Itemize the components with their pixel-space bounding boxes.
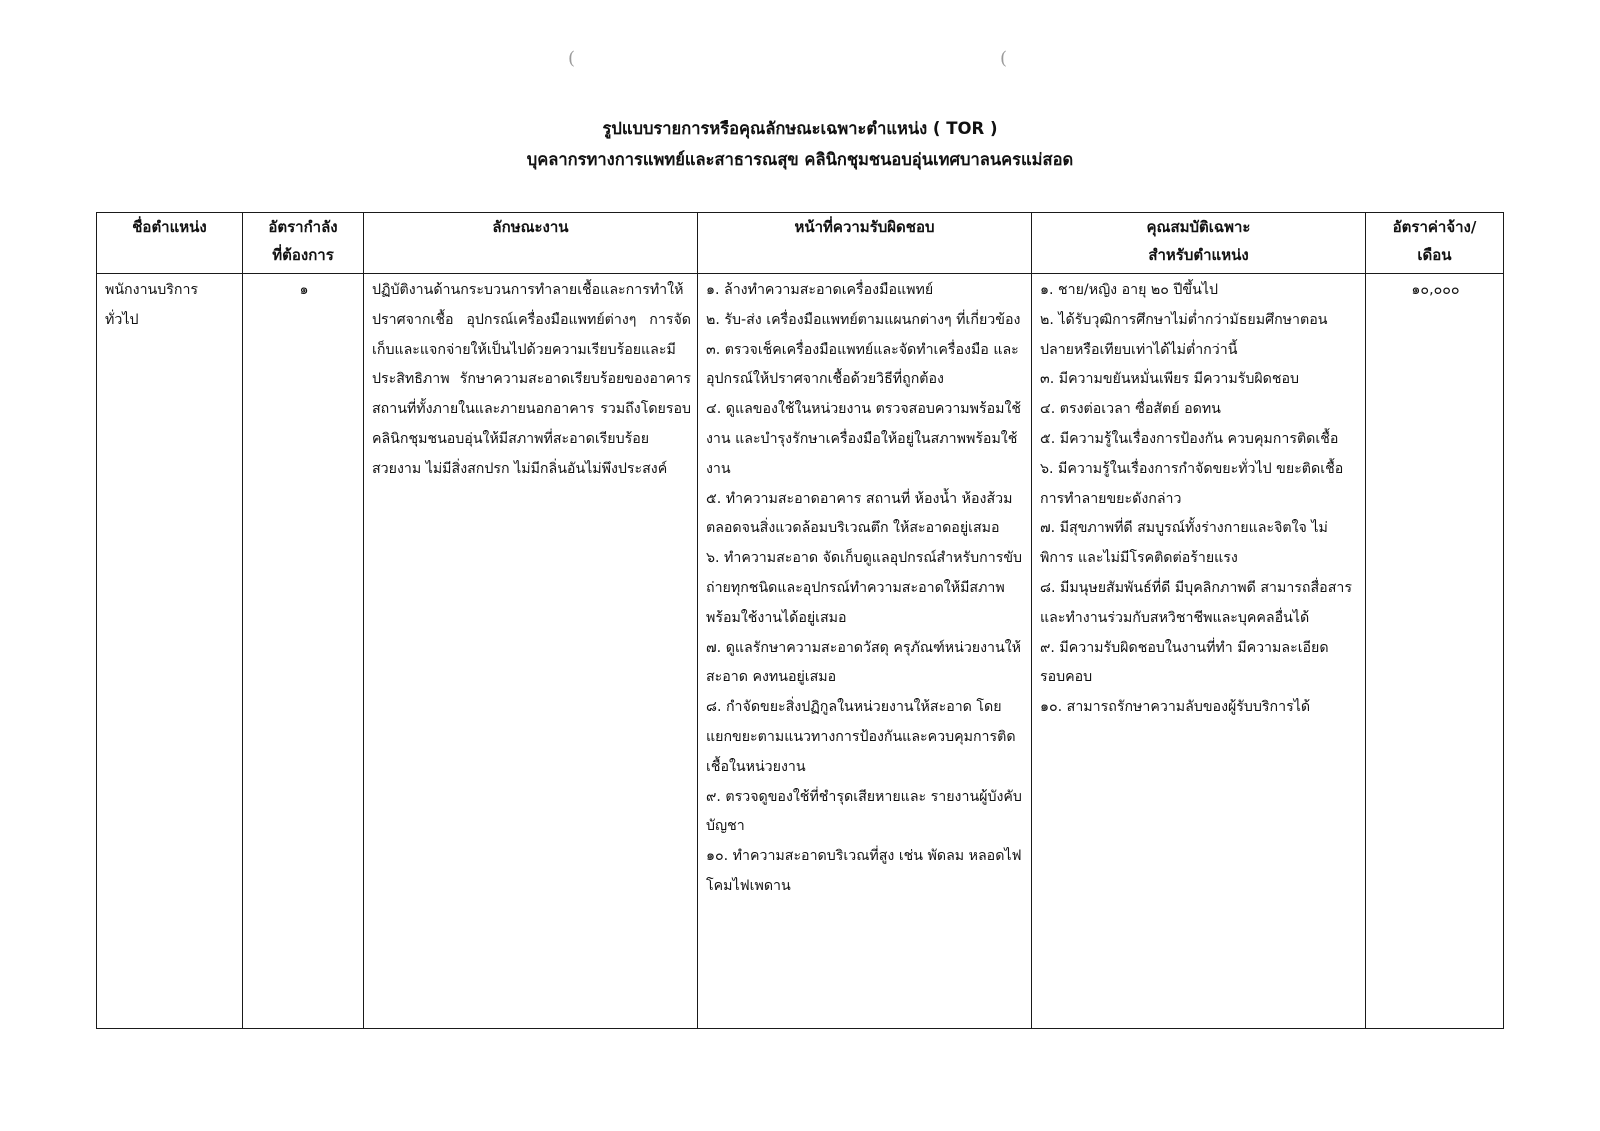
duty-item: ๓. ตรวจเช็คเครื่องมือแพทย์และจัดทำเครื่องมือ และอุปกรณ์ให้ปราศจากเชื้อด้วยวิธีที่ถูกต้อง [706,341,1019,388]
table-row [97,274,1504,1029]
header-salary-line2: เดือน [1417,246,1452,264]
cell-position [97,274,243,1029]
duty-item: ๒. รับ-ส่ง เครื่องมือแพทย์ตามแผนกต่างๆ ที่เกี่ยวข้อง [706,311,1021,328]
header-duties [698,213,1032,274]
header-nature-label: ลักษณะงาน [492,218,569,236]
header-position [97,213,243,274]
cell-salary [1366,274,1504,1029]
duty-item: ๗. ดูแลรักษาความสะอาดวัสดุ ครุภัณฑ์หน่วยงานให้สะอาด คงทนอยู่เสมอ [706,639,1021,686]
header-salary-line1: อัตราค่าจ้าง/ [1392,218,1477,236]
cell-quota [243,274,364,1029]
header-qualifications-line1: คุณสมบัติเฉพาะ [1146,218,1251,236]
quota-value: ๑ [299,282,309,298]
nature-text: ปฏิบัติงานด้านกระบวนการทำลายเชื้อและการทำให้ปราศจากเชื้อ อุปกรณ์เครื่องมือแพทย์ต่างๆ การจัดเก็บและแจกจ่ายให้เป็นไปด้วยความเรียบร้อยและมีประสิทธิภาพ รักษาความสะอาดเรียบร้อยของอาคารสถานที่ทั้งภายในและภายนอกอาคาร รวมถึงโดยรอบคลินิกชุมชนอบอุ่นให้มีสภาพที่สะอาดเรียบร้อยสวยงาม ไม่มีสิ่งสกปรก ไม่มีกลิ่นอันไม่พึงประสงค์ [372,282,691,477]
qualification-item: ๒. ได้รับวุฒิการศึกษาไม่ต่ำกว่ามัธยมศึกษาตอนปลายหรือเทียบเท่าได้ไม่ต่ำกว่านี้ [1040,311,1328,358]
qualification-item: ๖. มีความรู้ในเรื่องการกำจัดขยะทั่วไป ขยะติดเชื้อ การทำลายขยะดังกล่าว [1040,460,1344,507]
scan-mark-right: ( [1000,48,1008,69]
qualification-item: ๑๐. สามารถรักษาความลับของผู้รับบริการได้ [1040,699,1311,716]
table-header-row [97,213,1504,274]
header-quota-line2: ที่ต้องการ [272,246,334,264]
cell-qualifications [1032,274,1366,1029]
salary-value: ๑๐,๐๐๐ [1411,282,1460,298]
qualification-item: ๔. ตรงต่อเวลา ซื่อสัตย์ อดทน [1040,401,1221,418]
header-qualifications [1032,213,1366,274]
tor-table [96,212,1504,1029]
document-subtitle: บุคลากรทางการแพทย์และสาธารณสุข คลินิกชุมชนอบอุ่นเทศบาลนครแม่สอด [526,150,1074,169]
duty-item: ๔. ดูแลของใช้ในหน่วยงาน ตรวจสอบความพร้อมใช้งาน และบำรุงรักษาเครื่องมือให้อยู่ในสภาพพร้อมใช้งาน [706,401,1022,477]
qualification-item: ๓. มีความขยันหมั่นเพียร มีความรับผิดชอบ [1040,371,1300,388]
cell-duties [698,274,1032,1029]
header-quota [243,213,364,274]
duty-item: ๘. กำจัดขยะสิ่งปฏิกูลในหน่วยงานให้สะอาด โดยแยกขยะตามแนวทางการป้องกันและควบคุมการติดเชื้อในหน่วยงาน [706,699,1016,775]
position-line2: ทั่วไป [105,311,139,328]
document-title: รูปแบบรายการหรือคุณลักษณะเฉพาะตำแหน่ง ( TOR ) [602,119,998,138]
qualification-item: ๑. ชาย/หญิง อายุ ๒๐ ปีขึ้นไป [1040,282,1218,298]
cell-nature [364,274,698,1029]
header-duties-label: หน้าที่ความรับผิดชอบ [794,218,935,236]
duty-item: ๕. ทำความสะอาดอาคาร สถานที่ ห้องน้ำ ห้องส้วม ตลอดจนสิ่งแวดล้อมบริเวณตึก ให้สะอาดอยู่เสมอ [706,490,1013,537]
duty-item: ๑. ล้างทำความสะอาดเครื่องมือแพทย์ [706,282,934,298]
scan-mark-left: ( [568,48,576,69]
qualification-item: ๗. มีสุขภาพที่ดี สมบูรณ์ทั้งร่างกายและจิตใจ ไม่พิการ และไม่มีโรคติดต่อร้ายแรง [1040,520,1328,567]
header-nature [364,213,698,274]
duty-item: ๖. ทำความสะอาด จัดเก็บดูแลอุปกรณ์สำหรับการขับถ่ายทุกชนิดและอุปกรณ์ทำความสะอาดให้มีสภาพพร้อมใช้งานได้อยู่เสมอ [706,550,1023,626]
header-quota-line1: อัตรากำลัง [268,218,338,236]
qualification-item: ๙. มีความรับผิดชอบในงานที่ทำ มีความละเอียดรอบคอบ [1040,639,1329,686]
qualification-item: ๕. มีความรู้ในเรื่องการป้องกัน ควบคุมการติดเชื้อ [1040,430,1339,447]
qualification-item: ๘. มีมนุษยสัมพันธ์ที่ดี มีบุคลิกภาพดี สามารถสื่อสารและทำงานร่วมกับสหวิชาชีพและบุคคลอื่นได้ [1040,579,1352,626]
duty-item: ๑๐. ทำความสะอาดบริเวณที่สูง เช่น พัดลม หลอดไฟ โคมไฟเพดาน [706,848,1022,894]
duty-item: ๙. ตรวจดูของใช้ที่ชำรุดเสียหายและ รายงานผู้บังคับบัญชา [706,788,1022,835]
header-position-label: ชื่อตำแหน่ง [132,218,207,236]
position-line1: พนักงานบริการ [105,282,199,298]
header-salary [1366,213,1504,274]
header-qualifications-line2: สำหรับตำแหน่ง [1148,246,1249,264]
